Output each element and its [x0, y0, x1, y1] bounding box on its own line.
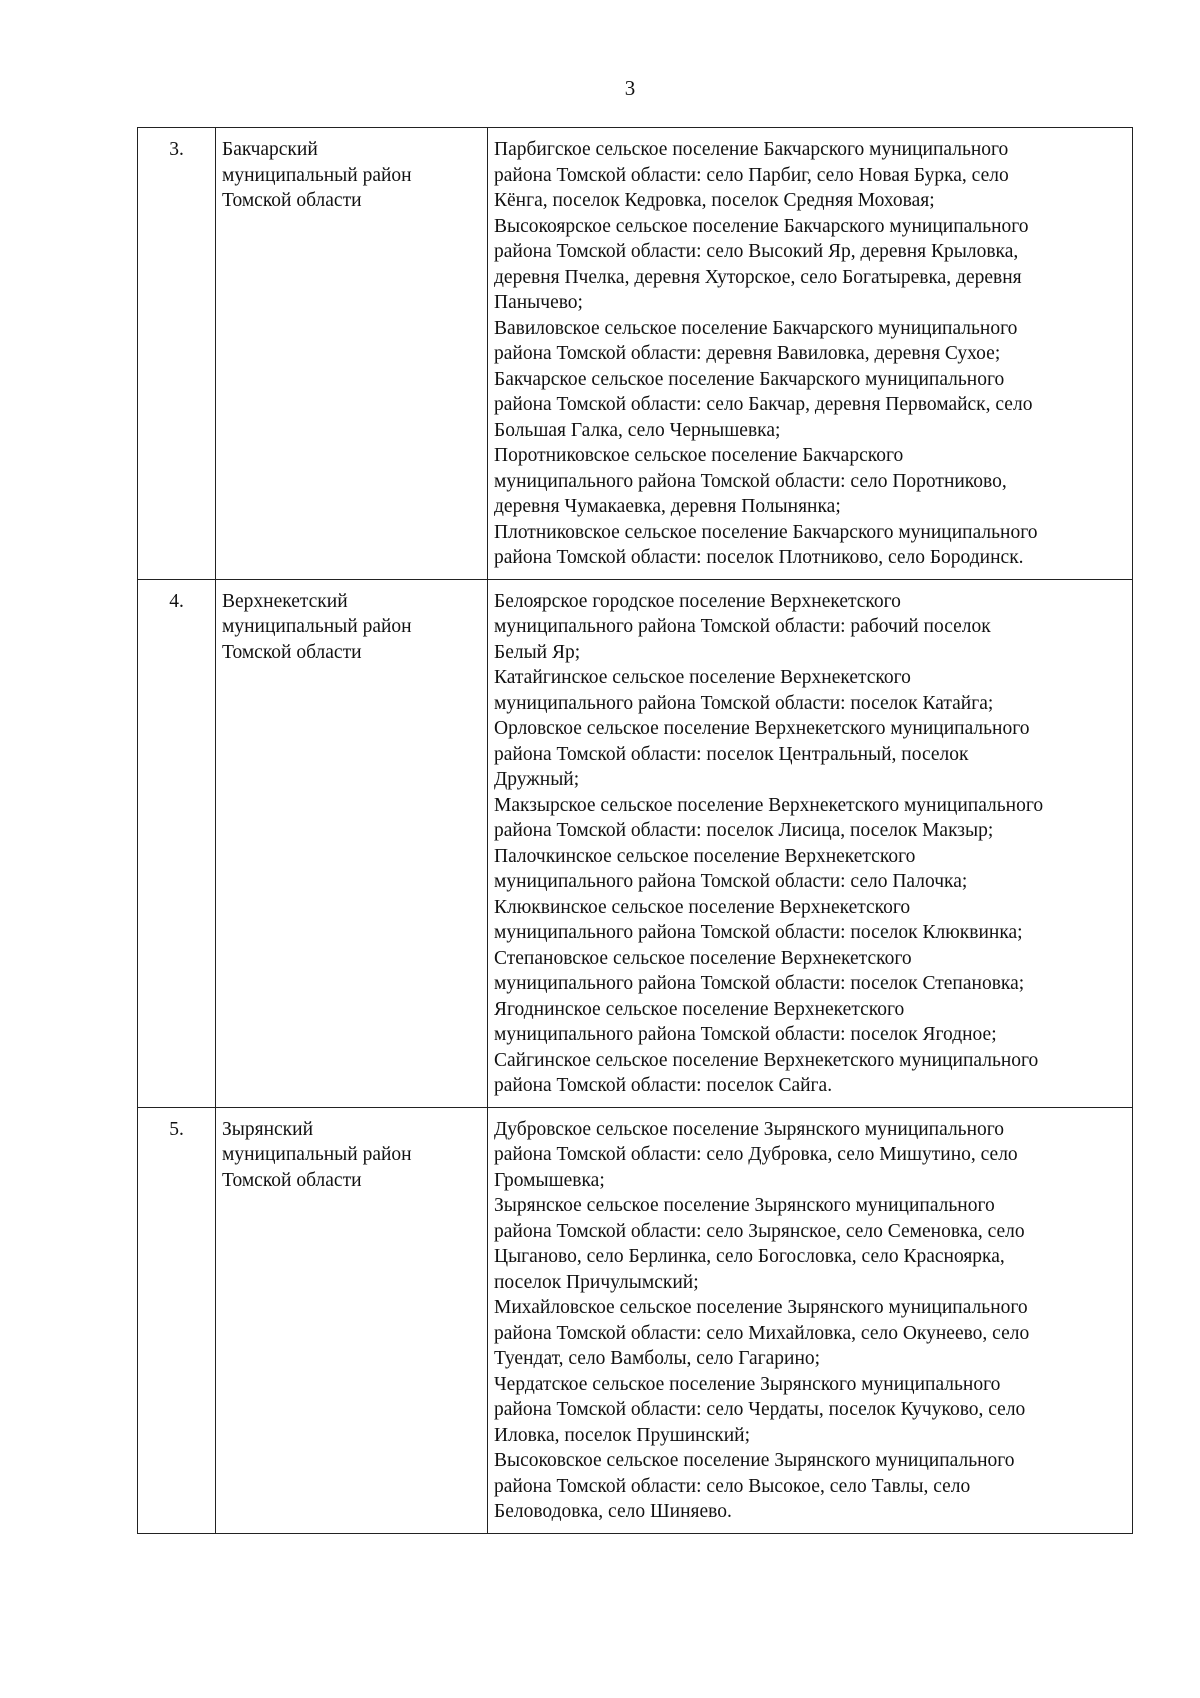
- settlement-text-line: района Томской области: село Зырянское, село Семеновка, село: [494, 1220, 1025, 1242]
- settlement-text-line: района Томской области: село Бакчар, деревня Первомайск, село: [494, 394, 1033, 415]
- district-cell: [216, 1107, 488, 1533]
- settlement-text-line: Беловодовка, село Шиняево.: [494, 1501, 732, 1522]
- table-body: [138, 128, 1133, 1534]
- district-name-line: Томской области: [222, 1169, 362, 1191]
- table-row: [138, 128, 1133, 580]
- settlement-text-line: Вавиловское сельское поселение Бакчарского муниципального: [494, 317, 1018, 339]
- settlement-text-line: Цыганово, село Берлинка, село Богословка, село Красноярка,: [494, 1246, 1005, 1267]
- settlement-text-line: района Томской области: село Высокий Яр, деревня Крыловка,: [494, 241, 1019, 262]
- settlement-text-line: муниципального района Томской области: поселок Катайга;: [494, 692, 994, 714]
- settlements-cell: [488, 1107, 1133, 1533]
- settlement-text-line: Михайловское сельское поселение Зырянского муниципального: [494, 1297, 1028, 1318]
- table-row: [138, 579, 1133, 1107]
- settlement-text-line: Парбигское сельское поселение Бакчарского муниципального: [494, 139, 1009, 160]
- district-name-line: Зырянский: [222, 1118, 314, 1140]
- settlement-text-line: Чердатское сельское поселение Зырянского муниципального: [494, 1373, 1001, 1395]
- settlement-text-line: деревня Пчелка, деревня Хуторское, село Богатыревка, деревня: [494, 266, 1022, 288]
- settlement-text-line: района Томской области: деревня Вавиловка, деревня Сухое;: [494, 343, 1001, 364]
- settlement-text-line: Клюквинское сельское поселение Верхнекетского: [494, 896, 911, 918]
- settlement-text-line: муниципального района Томской области: поселок Степановка;: [494, 973, 1025, 994]
- settlement-text-line: муниципального района Томской области: поселок Ягодное;: [494, 1024, 997, 1045]
- settlement-text-line: Кёнга, поселок Кедровка, поселок Средняя Моховая;: [494, 190, 935, 211]
- settlement-text-line: Дубровское сельское поселение Зырянского муниципального: [494, 1118, 1005, 1140]
- settlement-text-line: Дружный;: [494, 769, 580, 790]
- settlement-text-line: Высокоярское сельское поселение Бакчарского муниципального: [494, 215, 1029, 237]
- settlement-text-line: района Томской области: село Высокое, село Тавлы, село: [494, 1475, 971, 1497]
- settlement-text-line: Макзырское сельское поселение Верхнекетского муниципального: [494, 794, 1044, 816]
- settlement-text-line: Бакчарское сельское поселение Бакчарского муниципального: [494, 368, 1005, 390]
- settlement-text-line: Степановское сельское поселение Верхнекетского: [494, 947, 912, 969]
- settlement-text-line: района Томской области: село Михайловка, село Окунеево, село: [494, 1322, 1030, 1344]
- settlement-text-line: Иловка, поселок Прушинский;: [494, 1424, 751, 1446]
- district-cell: [216, 579, 488, 1107]
- settlement-text-line: поселок Причулымский;: [494, 1271, 699, 1293]
- settlement-text-line: района Томской области: поселок Лисица, поселок Макзыр;: [494, 820, 994, 841]
- settlement-text-line: Орловское сельское поселение Верхнекетского муниципального: [494, 718, 1030, 739]
- settlement-text-line: Ягоднинское сельское поселение Верхнекетского: [494, 998, 905, 1020]
- settlement-text-line: Туендат, село Вамболы, село Гагарино;: [494, 1348, 821, 1369]
- settlement-text-line: муниципального района Томской области: поселок Клюквинка;: [494, 922, 1023, 943]
- settlement-text-line: муниципального района Томской области: рабочий поселок: [494, 616, 991, 637]
- district-name-line: Томской области: [222, 190, 362, 211]
- settlement-text-line: Плотниковское сельское поселение Бакчарского муниципального: [494, 521, 1038, 543]
- settlement-text-line: района Томской области: село Парбиг, село Новая Бурка, село: [494, 164, 1009, 186]
- settlement-text-line: Палочкинское сельское поселение Верхнекетского: [494, 845, 916, 867]
- district-cell: [216, 128, 488, 580]
- row-number: 4.: [138, 579, 216, 1107]
- district-name-line: Томской области: [222, 641, 362, 663]
- settlement-text-line: района Томской области: поселок Сайга.: [494, 1075, 833, 1096]
- settlement-text-line: района Томской области: поселок Плотниково, село Бородинск.: [494, 547, 1024, 568]
- district-name-line: Верхнекетский: [222, 590, 348, 612]
- settlement-text-line: района Томской области: село Чердаты, поселок Кучуково, село: [494, 1399, 1026, 1420]
- settlements-table: [137, 127, 1133, 1534]
- settlement-text-line: Сайгинское сельское поселение Верхнекетского муниципального: [494, 1049, 1039, 1071]
- settlement-text-line: Зырянское сельское поселение Зырянского муниципального: [494, 1195, 995, 1216]
- settlement-text-line: муниципального района Томской области: село Поротниково,: [494, 470, 1007, 492]
- settlement-text-line: Большая Галка, село Чернышевка;: [494, 419, 781, 441]
- settlement-text-line: муниципального района Томской области: село Палочка;: [494, 871, 968, 892]
- row-number: 5.: [138, 1107, 216, 1533]
- settlement-text-line: Белый Яр;: [494, 641, 581, 663]
- settlement-text-line: района Томской области: поселок Центральный, поселок: [494, 743, 969, 765]
- settlement-text-line: района Томской области: село Дубровка, село Мишутино, село: [494, 1144, 1018, 1165]
- settlement-text-line: деревня Чумакаевка, деревня Полынянка;: [494, 496, 841, 517]
- settlement-text-line: Громышевка;: [494, 1169, 605, 1191]
- settlement-text-line: Высоковское сельское поселение Зырянского муниципального: [494, 1450, 1015, 1471]
- district-name-line: муниципальный район: [222, 164, 412, 186]
- settlement-text-line: Белоярское городское поселение Верхнекетского: [494, 590, 901, 612]
- district-name-line: муниципальный район: [222, 1144, 412, 1165]
- settlements-cell: [488, 128, 1133, 580]
- table-row: [138, 1107, 1133, 1533]
- settlement-text-line: Катайгинское сельское поселение Верхнекетского: [494, 667, 911, 688]
- settlements-cell: [488, 579, 1133, 1107]
- row-number: 3.: [138, 128, 216, 580]
- district-name-line: муниципальный район: [222, 616, 412, 637]
- page-number: 3: [624, 76, 636, 100]
- district-name-line: Бакчарский: [222, 139, 318, 160]
- settlement-text-line: Панычево;: [494, 292, 583, 313]
- settlement-text-line: Поротниковское сельское поселение Бакчарского: [494, 445, 904, 466]
